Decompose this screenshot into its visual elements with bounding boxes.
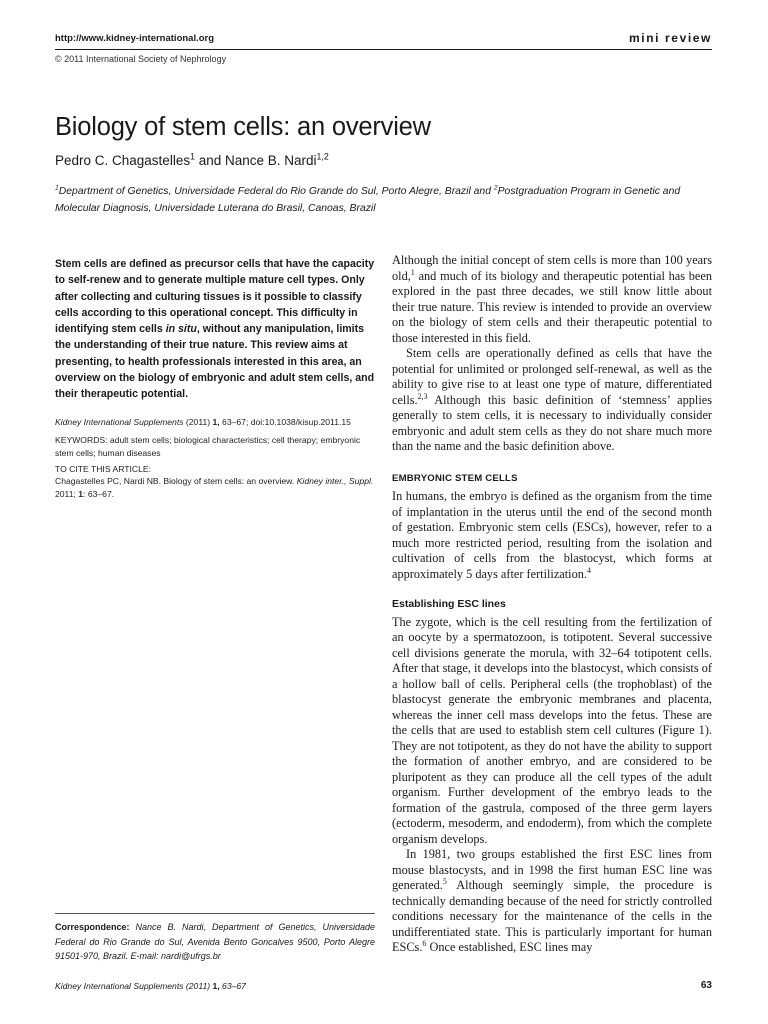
doi-text: 63–67; doi:10.1038/kisup.2011.15 — [219, 417, 351, 427]
section-heading: EMBRYONIC STEM CELLS — [392, 472, 518, 484]
subsection-heading: Establishing ESC lines — [392, 598, 506, 610]
reference-marker[interactable]: 2,3 — [417, 391, 428, 401]
article-type-label: mini review — [629, 31, 712, 45]
correspondence — [55, 920, 375, 964]
footer-volume: 1, — [212, 981, 220, 991]
footer-citation — [55, 981, 246, 991]
correspondence-rule — [55, 913, 375, 914]
header-rule — [55, 49, 712, 50]
citation-line — [55, 416, 380, 429]
journal-year: (2011) — [183, 417, 213, 427]
affiliation-marker: 1 — [55, 184, 59, 192]
author-name: Pedro C. Chagastelles — [55, 153, 191, 168]
body-text: Stem cells are operationally defined as cells that have the potential for unlimited or prolonged self-renewal, as well as the ability to give rise to at least one type of mature, differentiated cells. — [392, 346, 712, 407]
body-text: Although the initial concept of stem cells is more than 100 years old, — [392, 253, 712, 283]
body-text: and much of its biology and therapeutic potential has been explored in the past three decades, we still know little about their true nature. This review is intended to provide an overview on the biology of stem cells and their therapeutic potential to those interested in this field. — [392, 268, 712, 345]
body-paragraph — [392, 346, 712, 455]
correspondence-text: Nance B. Nardi, Department of Genetics, Universidade Federal do Rio Grande do Sul, Avenida Bento Goncalves 9500, Porto Alegre 91501-970, Brazil. E-mail: nardi@ufrgs.br — [55, 922, 375, 962]
affiliation-marker: 1 — [190, 151, 195, 162]
author-separator: and — [194, 153, 225, 168]
keywords: KEYWORDS: adult stem cells; biological characteristics; cell therapy; embryonic stem cells; human diseases — [55, 435, 361, 459]
abstract-text: Stem cells are defined as precursor cells that have the capacity to self-renew and to generate multiple mature cell types. Only after collecting and culturing tissues is it possible to classify cells according to this operational concept. This difficulty in identifying stem cells — [55, 258, 375, 336]
body-paragraph — [392, 847, 712, 956]
abstract — [55, 256, 375, 403]
body-text: Although seemingly simple, the procedure is technically demanding because of the need for strictly controlled conditions necessary for the maintenance of the cells in the undifferentiated state. This is particularly important for human ESCs. — [392, 878, 712, 954]
affiliation-marker: 1,2 — [316, 151, 329, 162]
cite-heading: TO CITE THIS ARTICLE: — [55, 464, 151, 474]
body-text: In humans, the embryo is defined as the organism from the time of implantation in the uterus until the end of the second month of gestation. Embryonic stem cells (ESCs), however, refer to a much more restricted period, resulting from the isolation and cultivation of cells from the blastocyst, which forms at approximately 5 days after fertilization. — [392, 489, 712, 581]
affiliations — [55, 183, 715, 217]
body-paragraph — [392, 253, 712, 346]
body-paragraph — [392, 489, 712, 582]
reference-marker[interactable]: 6 — [422, 938, 427, 948]
journal-volume: 1, — [212, 417, 220, 427]
cite-year: 2011; — [55, 489, 79, 500]
affiliation-marker: 2 — [493, 184, 498, 192]
reference-marker[interactable]: 5 — [442, 876, 447, 886]
cite-volume: 1 — [78, 489, 84, 500]
body-text: Once established, ESC lines may — [426, 940, 593, 954]
footer-year: (2011) — [183, 981, 213, 991]
footer-journal: Kidney International Supplements — [55, 981, 184, 991]
body-paragraph: The zygote, which is the cell resulting from the fertilization of an oocyte by a spermatozoon, is totipotent. Several successive cell divisions generate the morula, with 32–64 totipotent cells. After that stage, it develops into the blastocyst, which consists of a hollow ball of cells. Peripheral cells (the trophoblast) of the blastocyst generate the embryonic membranes and placenta, whereas the inner cell mass develops into the fetus. These are the cells that are used to establish stem cell cultures (Figure 1). They are not totipotent, as they do not have the ability to support the formation of another embryo, and are considered to be pluripotent as they can produce all the cell types of the adult organism. Further development of the embryo leads to the formation of the gastrula, composed of the three germ layers (ectoderm, mesoderm, and endoderm), from which the complete organism develops. — [392, 614, 712, 846]
reference-marker[interactable]: 1 — [410, 267, 415, 277]
body-text: Although this basic definition of ‘stemness’ applies generally to stem cells, it is necessary to individually consider embryonic and adult stem cells as they do not share much more than the name and the basic definition above. — [392, 392, 712, 453]
reference-marker[interactable]: 4 — [586, 565, 591, 575]
journal-name: Kidney International Supplements — [55, 417, 184, 427]
correspondence-label: Correspondence: — [55, 922, 130, 932]
affiliation-text: Department of Genetics, Universidade Federal do Rio Grande do Sul, Porto Alegre, Brazil and — [58, 186, 494, 197]
abstract-text: , without any manipulation, limits the understanding of their true nature. This review aims at presenting, to health professionals interested in this area, an overview on the biology of embryonic and adult stem cells, and their therapeutic potential. — [55, 323, 375, 401]
author-list — [55, 153, 329, 168]
body-text: In 1981, two groups established the first ESC lines from mouse blastocysts, and in 1998 the first human ESC line was generated. — [392, 847, 712, 892]
copyright-notice: © 2011 International Society of Nephrology — [55, 54, 227, 64]
cite-text — [55, 475, 380, 501]
author-name: Nance B. Nardi — [225, 153, 317, 168]
journal-url[interactable]: http://www.kidney-international.org — [55, 33, 215, 44]
abstract-italic: in situ — [165, 323, 197, 336]
page-number: 63 — [700, 980, 712, 991]
cite-authors: Chagastelles PC, Nardi NB. Biology of stem cells: an overview. — [55, 476, 297, 486]
article-title: Biology of stem cells: an overview — [55, 113, 431, 141]
cite-journal: Kidney inter., Suppl. — [296, 476, 374, 486]
affiliation-text: Postgraduation Program in Genetic and Molecular Diagnosis, Universidade Luterana do Brasil, Canoas, Brazil — [55, 186, 681, 214]
footer-pages: 63–67 — [219, 981, 246, 991]
cite-pages: : 63–67. — [83, 489, 115, 500]
body-column — [392, 253, 712, 956]
